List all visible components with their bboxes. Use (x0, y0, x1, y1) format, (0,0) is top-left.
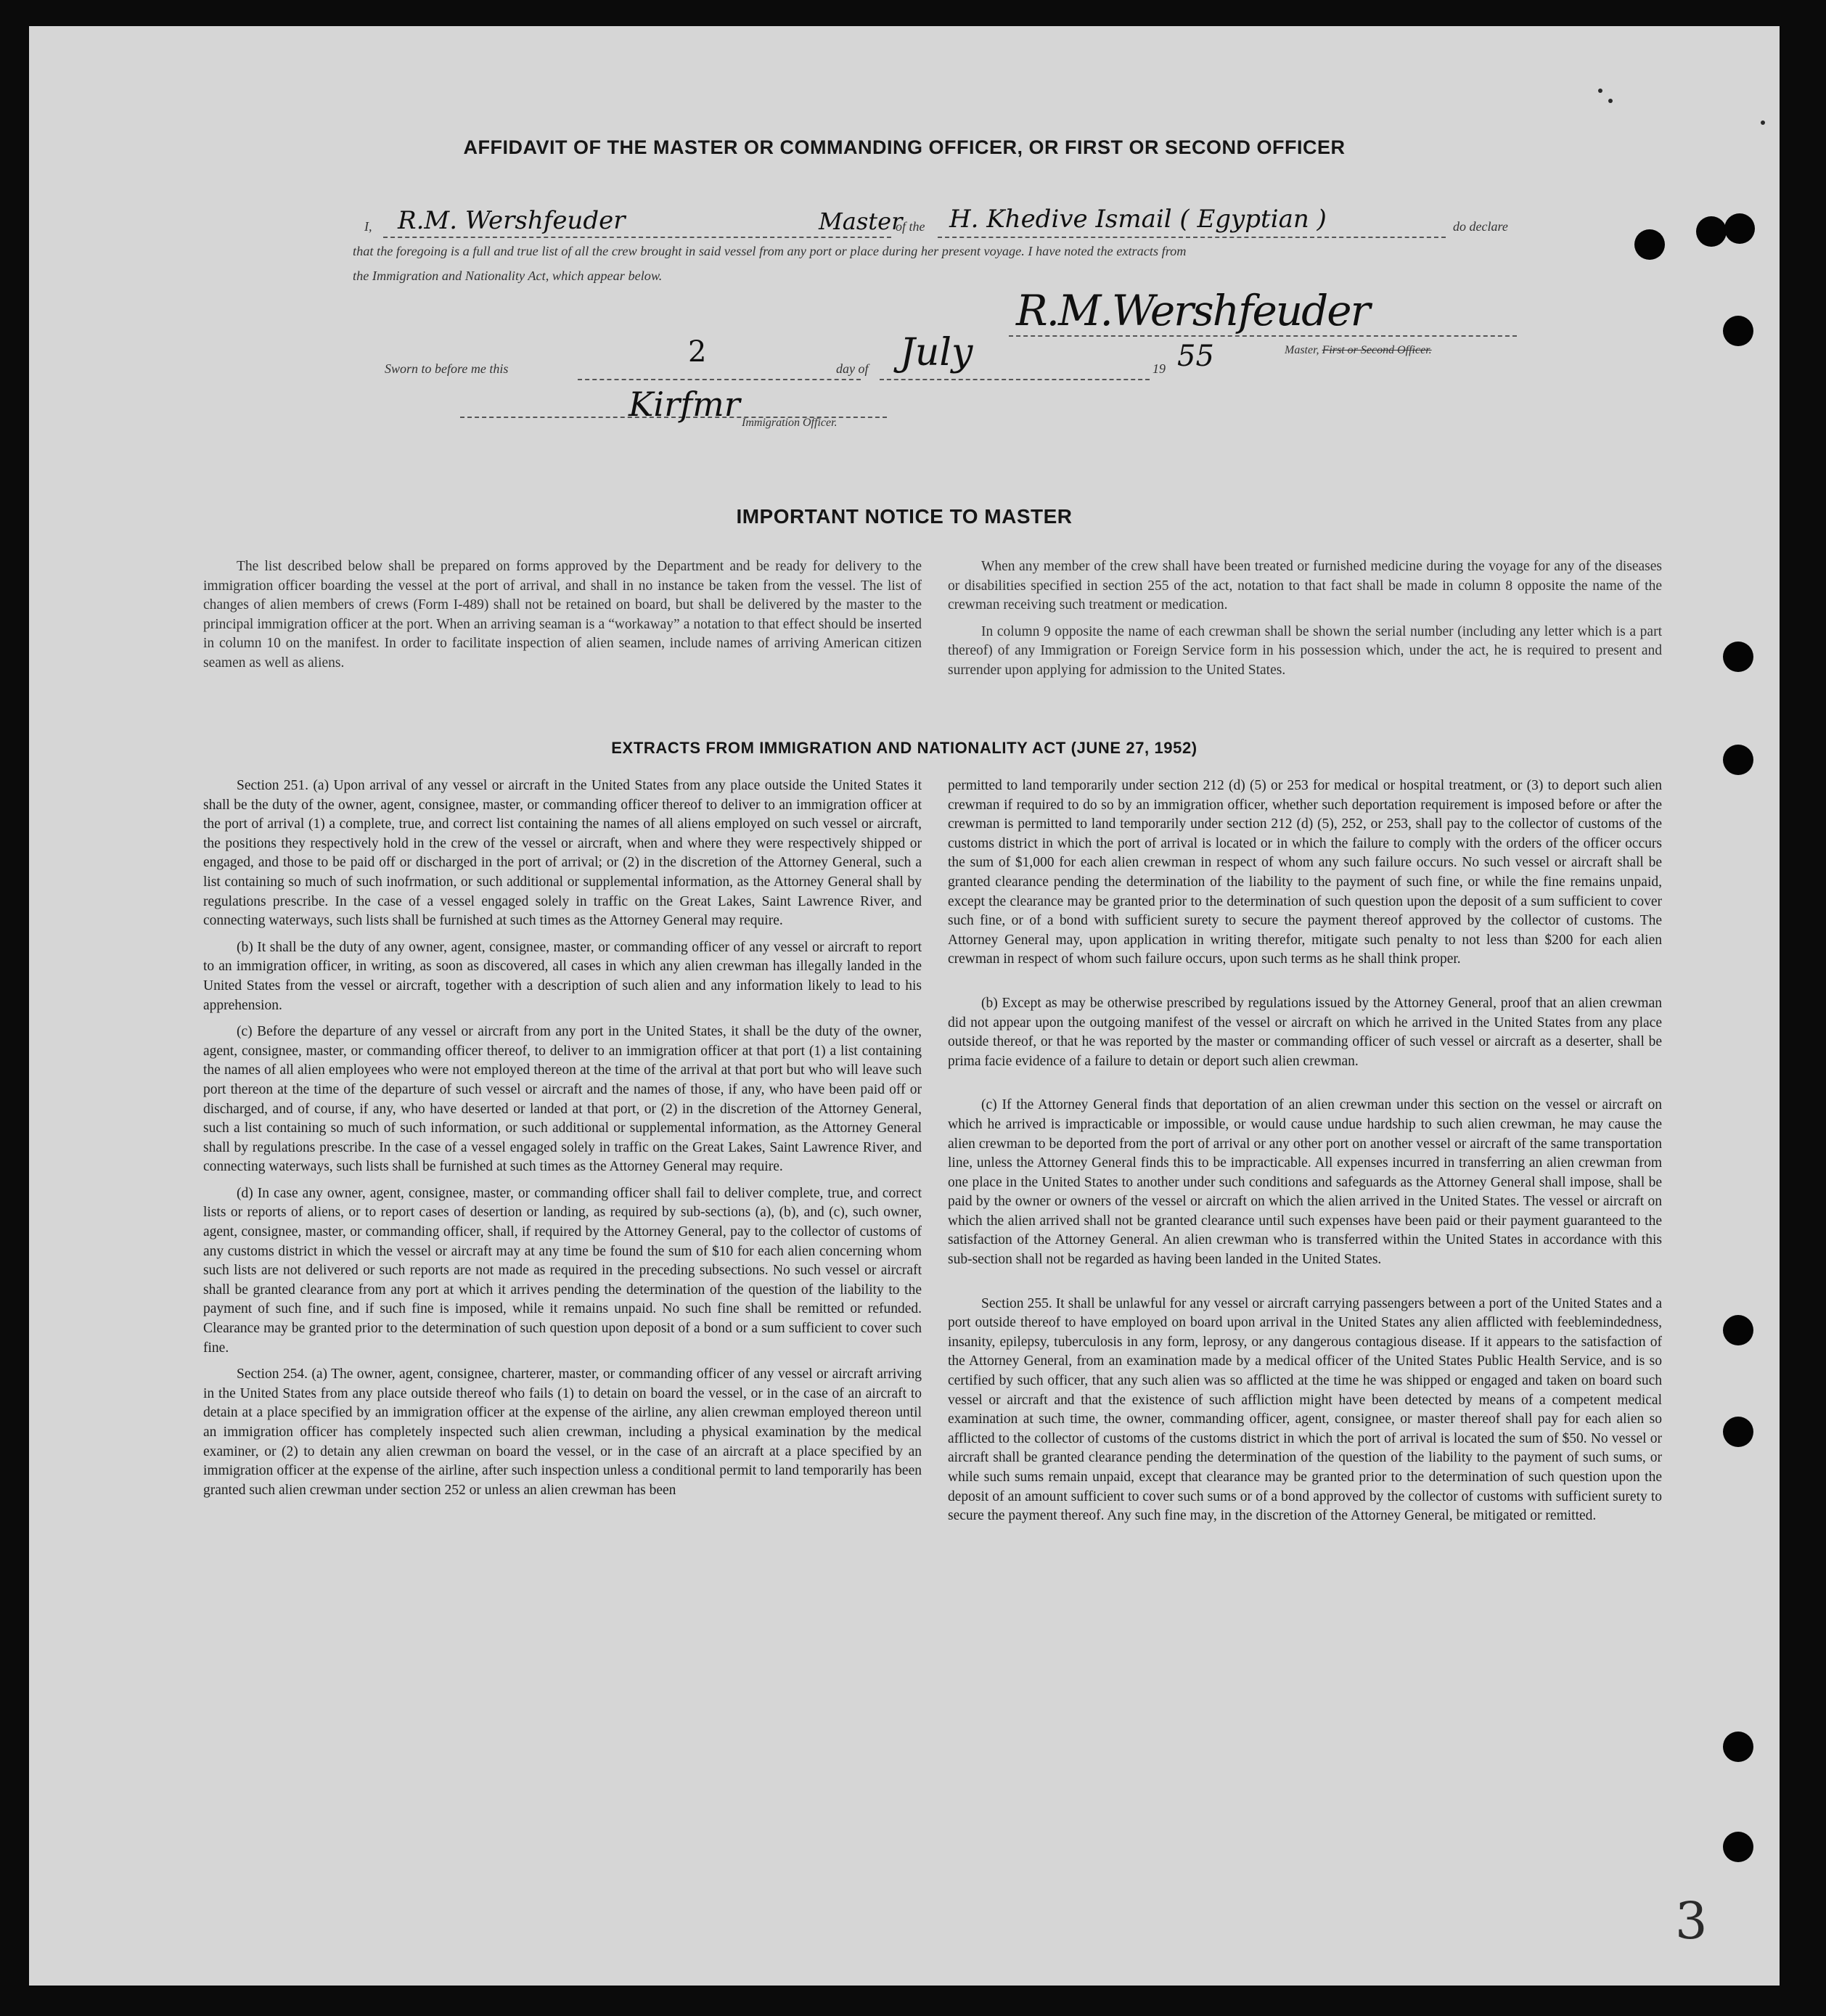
binder-hole (1723, 316, 1753, 346)
sworn-label: Sworn to before me this (385, 361, 509, 376)
declaration-line2: the Immigration and Nationality Act, which appear below. (353, 269, 663, 283)
day-value: 2 (688, 335, 707, 369)
notice-title: IMPORTANT NOTICE TO MASTER (736, 505, 1073, 528)
binder-hole (1723, 1417, 1753, 1447)
notice-right-paragraph-2: In column 9 opposite the name of each crewman shall be shown the serial number (including any letter which is a part thereof) of any Immigration or Foreign Service form in his possession which, under the act, he is required to present and surrender upon applying for admission to the United States. (948, 623, 1662, 678)
of-the-label: of the (896, 219, 925, 234)
affidavit-i-label: I, (364, 219, 372, 234)
binder-hole (1723, 1732, 1753, 1762)
binder-hole (1724, 213, 1755, 244)
handwritten-name: R.M. Wershfeuder (398, 206, 626, 235)
handwritten-rank: Master (819, 208, 903, 235)
binder-hole (1634, 229, 1665, 260)
speck (1761, 120, 1765, 125)
officer-signature: Kirfmr (629, 385, 740, 424)
binder-hole (1723, 1315, 1753, 1345)
month-value: July (900, 331, 973, 374)
page-mark: 3 (1675, 1891, 1708, 1951)
section-254-b: (b) Except as may be otherwise prescribed by regulations issued by the Attorney General, proof that an alien crewman did not appear upon the outgoing manifest of the vessel or aircraft on which he arrived in the United States from any place outside thereof, or that he was reported by the master or commanding officer of such vessel or aircraft as a deserter, shall be prima facie evidence of a failure to detain or deport such alien crewman. (948, 995, 1662, 1069)
binder-hole (1696, 216, 1727, 247)
speck (1608, 99, 1613, 103)
month-line (880, 379, 1150, 380)
master-signature-line (1009, 335, 1517, 337)
section-251-d: (d) In case any owner, agent, consignee, master, or commanding officer shall fail to deliver complete, true, and correct lists or reports of aliens, or to report cases of desertion or landing, as required by sub-sections (a), (b), and (c), such owner, agent, consignee, master, or commanding officer, shall, if required by the Attorney General, pay to the collector of customs of any customs district in which the vessel or aircraft may at any time be found the sum of $10 for each alien concerning whom such lists are not delivered or such reports are not made as required in the preceding subsections. No such vessel or aircraft shall be granted clearance from any port at which it arrives pending the determination of the question of the liability to the payment of such fine, and if such fine is imposed, while it remains unpaid. No such fine shall be remitted or refunded. Clearance may be granted prior to the determination of such question upon deposit of a bond or a sum sufficient to cover such fine. (203, 1185, 922, 1356)
vessel-line (938, 237, 1446, 238)
extracts-left-column (203, 777, 922, 1507)
notice-left-column (203, 557, 922, 681)
master-caption-label: Master, (1285, 344, 1319, 356)
section-255: Section 255. It shall be unlawful for any vessel or aircraft carrying passengers between a port of the United States and a port outside thereof to have employed on board upon arrival in the United States any alien afflicted with feeblemindedness, insanity, epilepsy, tuberculosis in any form, leprosy, or any dangerous contagious disease. If it appears to the satisfaction of the Attorney General, from an examination made by a medical officer of the United States Public Health Service, and is so certified by such officer, that any such alien was so afflicted at the time he was shipped or engaged and taken on board such vessel or aircraft and that the existence of such affliction might have been detected by means of a competent medical examination at such time, the owner, commanding officer, agent, consignee, or master thereof shall pay for each alien so afflicted to the collector of customs of the customs district in which the port of arrival is located the sum of $50. No vessel or aircraft shall be granted clearance pending the determination of the question of the liability to the payment of such sums, or while such sums remain unpaid, except that clearance may be granted prior to the determination of such question upon the deposit of an amount sufficient to cover such sums or of a bond approved by the collector of customs with sufficient surety to secure the payment thereof. Any such fine may, in the discretion of the Attorney General, be mitigated or remitted. (948, 1295, 1662, 1524)
day-of-label: day of (836, 361, 869, 376)
year-value: 55 (1177, 340, 1214, 373)
name-line (383, 237, 891, 238)
affidavit-title: AFFIDAVIT OF THE MASTER OR COMMANDING OFFICER, OR FIRST OR SECOND OFFICER (463, 136, 1346, 158)
handwritten-vessel: H. Khedive Ismail ( Egyptian ) (949, 205, 1327, 234)
section-251-a: Section 251. (a) Upon arrival of any vessel or aircraft in the United States from any place outside the United States it shall be the duty of the owner, agent, consignee, master, or commanding officer thereof to deliver to an immigration officer at the port of arrival (1) a complete, true, and correct list containing the names of all aliens employed on such vessel or aircraft, the positions they respectively hold in the crew of the vessel or aircraft, when and where they were respectively shipped or engaged, and those to be paid off or discharged in the port of arrival; or (2) in the discretion of the Attorney General, such a list containing so much of such inofrmation, or such additional or supplemental information, as the Attorney General shall by regulations prescribe. In the case of a vessel engaged solely in traffic on the Great Lakes, Saint Lawrence River, and connecting waterways, such lists shall be furnished at such times as the Attorney General may require. (203, 778, 922, 929)
notice-left-paragraph: The list described below shall be prepared on forms approved by the Department and be ready for delivery to the immigration officer boarding the vessel at the port of arrival, and shall in no instance be taken from the vessel. The list of changes of alien members of crews (Form I-489) shall not be retained on board, but shall be delivered by the master to the principal immigration officer at the port. When an arriving seaman is a “workaway” a notation to that effect should be inserted in column 10 on the manifest. In order to facilitate inspection of alien seamen, include names of arriving American citizen seamen as well as aliens. (203, 559, 922, 671)
binder-hole (1723, 1832, 1753, 1862)
document-page (29, 26, 1780, 1986)
officer-caption: Immigration Officer. (742, 417, 838, 429)
do-declare-label: do declare (1453, 219, 1508, 234)
speck (1598, 89, 1602, 93)
master-caption (1285, 344, 1432, 357)
notice-right-paragraph-1: When any member of the crew shall have been treated or furnished medicine during the voyage for any of the diseases or disabilities specified in section 255 of the act, notation to that fact shall be made in column 8 opposite the name of the crewman receiving such treatment or medication. (948, 559, 1662, 613)
binder-hole (1723, 642, 1753, 672)
master-caption-struck: First or Second Officer. (1322, 344, 1432, 356)
section-254-c: (c) If the Attorney General finds that deportation of an alien crewman under this section on the vessel or aircraft on which he arrived is impracticable or impossible, or would cause undue hardship to such alien crewman, he may cause the alien crewman to be deported from the port of arrival or any other port on another vessel or aircraft of the same transportation line, unless the Attorney General finds this to be impracticable. All expenses incurred in transferring an alien crewman from one place in the United States to another under such conditions and safeguards as the Attorney General shall impose, shall be paid by the owner or owners of the vessel or aircraft on which the alien arrived in the United States. The vessel or aircraft on which the alien arrived shall not be granted clearance until such expenses have been paid or their payment guaranteed to the satisfaction of the Attorney General. An alien crewman who is transferred within the United States in accordance with this sub-section shall not be regarded as having been landed in the United States. (948, 1097, 1662, 1268)
year-prefix: 19 (1152, 361, 1166, 376)
declaration-line1: that the foregoing is a full and true list of all the crew brought in said vessel from any port or place during her present voyage. I have noted the extracts from (353, 244, 1187, 258)
extracts-right-column (948, 777, 1662, 1533)
section-251-b: (b) It shall be the duty of any owner, agent, consignee, master, or commanding officer of any vessel or aircraft to report to an immigration officer, in writing, as soon as discovered, all cases in which any alien crewman has illegally landed in the United States from the vessel or aircraft, together with a description of such alien and any information likely to lead to his apprehension. (203, 939, 922, 1013)
section-254-a-continued: permitted to land temporarily under section 212 (d) (5) or 253 for medical or hospital treatment, or (3) to deport such alien crewman if required to do so by an immigration officer, whether such deportation requirement is imposed before or after the crewman is permitted to land temporarily under section 212 (d) (5), 252, or 253, shall pay to the collector of customs of the customs district in which the port of arrival is located or in which the failure to comply with the orders of the officer occurs the sum of $1,000 for each alien crewman in respect of whom any such failure occurs. No such vessel or aircraft shall be granted clearance pending the determination of the liability to the payment of such fine, or while the fine remains unpaid, except the clearance may be granted prior to the determination of such question upon the deposit of a sum sufficient to cover such fine, or of a bond with sufficient surety to secure the payment thereof approved by the collector of customs. The Attorney General may, upon application in writing therefor, mitigate such penalty to not less than $200 for each alien crewman in respect of whom such failure occurs, upon such terms as he shall think proper. (948, 778, 1662, 967)
section-254-a: Section 254. (a) The owner, agent, consignee, charterer, master, or commanding officer of any vessel or aircraft arriving in the United States from any place outside thereof who fails (1) to detain on board the vessel, or in the case of an aircraft to detain at a place specified by an immigration officer at the expense of the airline, any alien crewman employed thereon until an immigration officer has completely inspected such alien crewman, including a physical examination by the medical examiner, or (2) to detain any alien crewman on board the vessel, or in the case of an aircraft at a place specified by an immigration officer at the expense of the airline, after such inspection unless a conditional permit to land temporarily has been granted such alien crewman under section 252 or unless an alien crewman has been (203, 1366, 922, 1498)
master-signature: R.M.Wershfeuder (1016, 286, 1370, 335)
day-line (578, 379, 861, 380)
extracts-title: EXTRACTS FROM IMMIGRATION AND NATIONALITY ACT (JUNE 27, 1952) (611, 739, 1197, 757)
section-251-c: (c) Before the departure of any vessel or aircraft from any port in the United States, it shall be the duty of the owner, agent, consignee, master, or commanding officer thereof, to deliver to an immigration officer at that port (1) a list containing the names of all alien employees who were not employed thereon at the time of the arrival at that port but who will leave such port thereon at the time of the departure of such vessel or aircraft and the names of those, if any, who have been paid off or discharged, and of course, if any, who have deserted or landed at that port, or (2) in the discretion of the Attorney General, such a list containing so much of such information, or such additional or supplemental information, as the Attorney General shall by regulations prescribe. In the case of a vessel engaged solely in traffic on the Great Lakes, Saint Lawrence River, and connecting waterways, such lists shall be furnished at such times as the Attorney General may require. (203, 1024, 922, 1175)
notice-right-column (948, 557, 1662, 688)
